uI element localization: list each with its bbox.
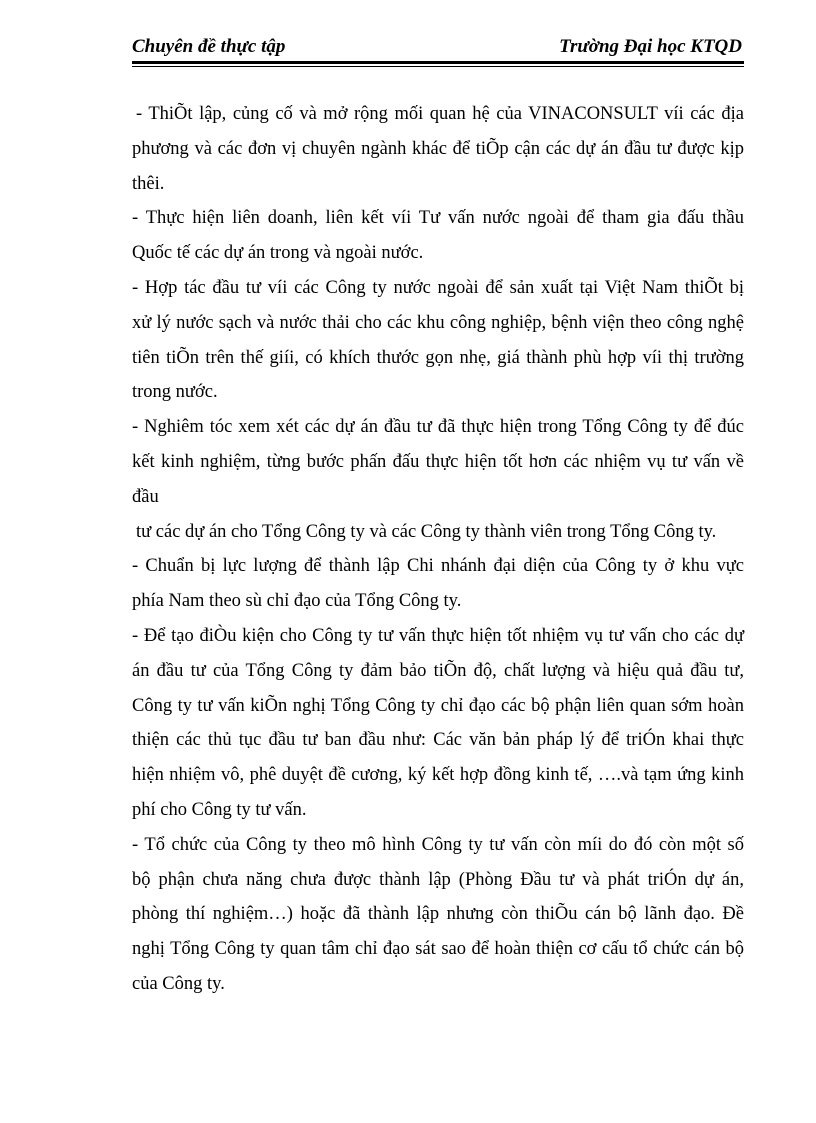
text-line: tư các dự án cho Tổng Công ty và các Công ty thành viên trong Tổng Công ty. xyxy=(136,521,717,542)
header-rule-thick xyxy=(132,61,744,64)
header-left-title: Chuyên đề thực tập xyxy=(132,36,286,57)
paragraph xyxy=(132,828,744,1002)
text-line: của Công ty. xyxy=(132,973,225,994)
text-line: Quốc tế các dự án trong và ngoài nước. xyxy=(132,243,424,264)
paragraph xyxy=(132,271,744,410)
paragraph xyxy=(132,549,744,619)
text-line: hiện nhiệm vô, phê duyệt đề cương, ký kết hợp đồng kinh tế, ….và tạm ứng kinh xyxy=(132,765,744,786)
paragraph xyxy=(132,97,744,201)
text-line: phí cho Công ty tư vấn. xyxy=(132,799,307,820)
text-line: - Để tạo điÒu kiện cho Công ty tư vấn thực hiện tốt nhiệm vụ tư vấn cho các dự xyxy=(132,625,744,646)
paragraph xyxy=(132,201,744,271)
text-line: nghị Tổng Công ty quan tâm chỉ đạo sát sao để hoàn thiện cơ cấu tổ chức cán bộ xyxy=(132,939,744,960)
header-right-title: Trường Đại học KTQD xyxy=(559,36,742,57)
text-line: phương và các đơn vị chuyên ngành khác để tiÕp cận các dự án đầu tư được kịp xyxy=(132,138,744,159)
text-line: kết kinh nghiệm, từng bước phấn đấu thực hiện tốt hơn các nhiệm vụ tư vấn về xyxy=(132,451,744,472)
text-line: - Hợp tác đầu tư víi các Công ty nước ngoài để sản xuất tại Việt Nam thiÕt bị xyxy=(132,277,744,298)
text-line: - Tổ chức của Công ty theo mô hình Công ty tư vấn còn míi do đó còn một số xyxy=(132,834,744,855)
paragraph xyxy=(132,619,744,828)
text-line: - ThiÕt lập, củng cố và mở rộng mối quan hệ của VINACONSULT víi các địa xyxy=(136,104,744,124)
text-line: đầu xyxy=(132,486,159,507)
paragraph xyxy=(132,410,744,514)
text-line: thêi. xyxy=(132,173,165,194)
paragraph xyxy=(132,515,744,550)
text-line: - Thực hiện liên doanh, liên kết víi Tư vấn nước ngoài để tham gia đấu thầu xyxy=(132,208,744,229)
text-line: phía Nam theo sù chỉ đạo của Tổng Công ty. xyxy=(132,591,462,612)
text-line: - Nghiêm tóc xem xét các dự án đầu tư đã thực hiện trong Tổng Công ty để đúc xyxy=(132,417,744,438)
text-line: án đầu tư của Tổng Công ty đảm bảo tiÕn độ, chất lượng và hiệu quả đầu tư, xyxy=(132,660,744,681)
text-line: xử lý nước sạch và nước thải cho các khu công nghiệp, bệnh viện theo công nghệ xyxy=(132,312,744,333)
text-line: - Chuẩn bị lực lượng để thành lập Chi nhánh đại diện của Công ty ở khu vực xyxy=(132,556,744,577)
text-line: phòng thí nghiệm…) hoặc đã thành lập nhưng còn thiÕu cán bộ lãnh đạo. Đề xyxy=(132,904,744,925)
header-rule-thin xyxy=(132,66,744,67)
text-line: trong nước. xyxy=(132,382,218,403)
text-line: thiện các thủ tục đầu tư ban đầu như: Các văn bản pháp lý để triÓn khai thực xyxy=(132,730,744,751)
document-body xyxy=(132,97,744,1002)
text-line: bộ phận chưa năng chưa được thành lập (Phòng Đầu tư và phát triÓn dự án, xyxy=(132,869,744,890)
page-header xyxy=(132,36,742,64)
text-line: Công ty tư vấn kiÕn nghị Tổng Công ty chỉ đạo các bộ phận liên quan sớm hoàn xyxy=(132,695,744,716)
text-line: tiên tiÕn trên thế giíi, có khích thước gọn nhẹ, giá thành phù hợp víi thị trường xyxy=(132,347,744,368)
